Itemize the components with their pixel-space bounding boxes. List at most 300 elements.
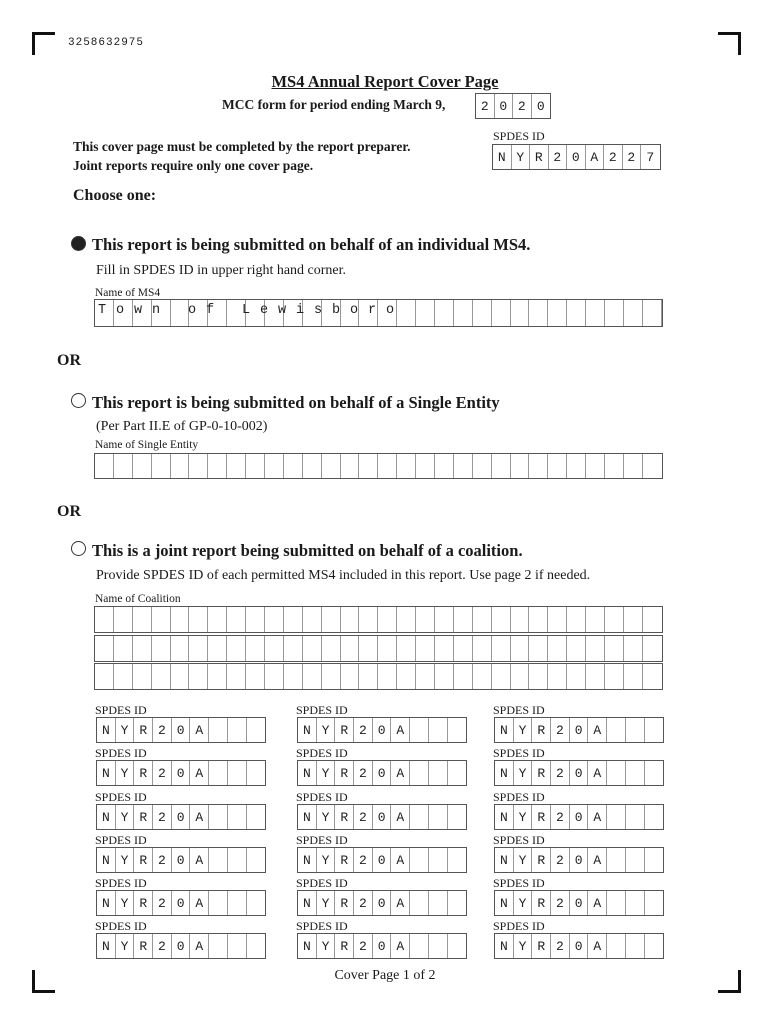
coalition-spdes-cell[interactable]: Y bbox=[317, 848, 336, 872]
coalition-spdes-cell[interactable] bbox=[209, 848, 228, 872]
coalition-spdes-cell[interactable]: R bbox=[532, 891, 551, 915]
coalition-spdes-cell[interactable]: N bbox=[97, 848, 116, 872]
coalition-spdes-cell[interactable]: 0 bbox=[373, 805, 392, 829]
coalition-name-cell[interactable] bbox=[624, 607, 643, 632]
coalition-name-cell[interactable] bbox=[246, 636, 265, 661]
spdes-id-cell[interactable]: 0 bbox=[567, 145, 586, 169]
coalition-spdes-cell[interactable] bbox=[228, 934, 247, 958]
ms4-name-cell[interactable] bbox=[567, 300, 586, 326]
coalition-spdes-cell[interactable] bbox=[228, 891, 247, 915]
coalition-spdes-cell[interactable]: R bbox=[532, 934, 551, 958]
coalition-spdes-cell[interactable]: Y bbox=[514, 891, 533, 915]
ms4-name-cell[interactable] bbox=[624, 300, 643, 326]
coalition-name-cell[interactable] bbox=[416, 664, 435, 689]
coalition-name-cell[interactable] bbox=[492, 636, 511, 661]
coalition-name-cell[interactable] bbox=[378, 607, 397, 632]
coalition-spdes-cell[interactable] bbox=[429, 934, 448, 958]
coalition-spdes-cell[interactable]: R bbox=[134, 761, 153, 785]
coalition-spdes-field[interactable] bbox=[96, 717, 266, 743]
coalition-spdes-cell[interactable] bbox=[429, 805, 448, 829]
coalition-spdes-field[interactable] bbox=[96, 890, 266, 916]
single-entity-name-cell[interactable] bbox=[435, 454, 454, 478]
coalition-spdes-cell[interactable]: N bbox=[298, 718, 317, 742]
coalition-name-cell[interactable] bbox=[643, 664, 662, 689]
coalition-name-cell[interactable] bbox=[133, 664, 152, 689]
coalition-name-cell[interactable] bbox=[624, 664, 643, 689]
coalition-spdes-cell[interactable]: N bbox=[495, 891, 514, 915]
coalition-name-cell[interactable] bbox=[473, 636, 492, 661]
ms4-name-cell[interactable] bbox=[416, 300, 435, 326]
single-entity-name-cell[interactable] bbox=[548, 454, 567, 478]
coalition-name-cell[interactable] bbox=[171, 664, 190, 689]
coalition-spdes-cell[interactable]: R bbox=[134, 934, 153, 958]
coalition-spdes-cell[interactable]: R bbox=[134, 891, 153, 915]
coalition-spdes-cell[interactable]: Y bbox=[116, 934, 135, 958]
single-entity-name-cell[interactable] bbox=[473, 454, 492, 478]
coalition-spdes-cell[interactable]: A bbox=[190, 934, 209, 958]
coalition-name-cell[interactable] bbox=[265, 664, 284, 689]
coalition-name-cell[interactable] bbox=[548, 664, 567, 689]
coalition-name-cell[interactable] bbox=[359, 664, 378, 689]
coalition-spdes-cell[interactable]: Y bbox=[317, 761, 336, 785]
coalition-spdes-cell[interactable]: R bbox=[335, 891, 354, 915]
coalition-name-cell[interactable] bbox=[227, 636, 246, 661]
coalition-spdes-cell[interactable] bbox=[247, 805, 266, 829]
coalition-spdes-cell[interactable]: 0 bbox=[570, 761, 589, 785]
single-entity-name-cell[interactable] bbox=[152, 454, 171, 478]
coalition-spdes-cell[interactable] bbox=[607, 718, 626, 742]
single-entity-name-cell[interactable] bbox=[359, 454, 378, 478]
coalition-spdes-cell[interactable]: 2 bbox=[551, 761, 570, 785]
coalition-spdes-cell[interactable]: A bbox=[391, 934, 410, 958]
coalition-spdes-cell[interactable]: Y bbox=[514, 718, 533, 742]
ms4-name-field[interactable] bbox=[94, 299, 663, 327]
year-digit-cell[interactable]: 0 bbox=[495, 94, 514, 118]
coalition-spdes-cell[interactable]: N bbox=[495, 718, 514, 742]
coalition-name-cell[interactable] bbox=[303, 607, 322, 632]
coalition-spdes-cell[interactable]: R bbox=[532, 805, 551, 829]
coalition-spdes-cell[interactable] bbox=[410, 891, 429, 915]
coalition-name-field-row[interactable] bbox=[94, 606, 663, 633]
coalition-spdes-field[interactable] bbox=[494, 933, 664, 959]
coalition-name-field-row[interactable] bbox=[94, 663, 663, 690]
coalition-spdes-cell[interactable] bbox=[429, 761, 448, 785]
coalition-spdes-cell[interactable]: 0 bbox=[570, 848, 589, 872]
coalition-spdes-cell[interactable]: N bbox=[97, 934, 116, 958]
coalition-name-cell[interactable] bbox=[529, 607, 548, 632]
coalition-name-cell[interactable] bbox=[492, 607, 511, 632]
coalition-spdes-cell[interactable]: 2 bbox=[551, 934, 570, 958]
coalition-name-cell[interactable] bbox=[114, 607, 133, 632]
coalition-spdes-cell[interactable]: 2 bbox=[551, 848, 570, 872]
coalition-name-cell[interactable] bbox=[246, 664, 265, 689]
coalition-spdes-cell[interactable] bbox=[247, 934, 266, 958]
coalition-spdes-cell[interactable]: N bbox=[97, 761, 116, 785]
coalition-spdes-cell[interactable]: A bbox=[190, 805, 209, 829]
coalition-spdes-cell[interactable]: N bbox=[298, 848, 317, 872]
coalition-name-cell[interactable] bbox=[454, 664, 473, 689]
coalition-spdes-cell[interactable]: 0 bbox=[172, 805, 191, 829]
coalition-spdes-cell[interactable] bbox=[247, 891, 266, 915]
ms4-name-cell[interactable] bbox=[492, 300, 511, 326]
coalition-spdes-cell[interactable] bbox=[410, 718, 429, 742]
coalition-spdes-cell[interactable]: N bbox=[495, 761, 514, 785]
coalition-spdes-cell[interactable]: R bbox=[335, 848, 354, 872]
coalition-spdes-cell[interactable]: 2 bbox=[354, 761, 373, 785]
coalition-spdes-cell[interactable]: R bbox=[335, 718, 354, 742]
coalition-spdes-cell[interactable] bbox=[448, 761, 467, 785]
coalition-spdes-cell[interactable] bbox=[626, 891, 645, 915]
coalition-spdes-cell[interactable]: A bbox=[588, 934, 607, 958]
coalition-spdes-cell[interactable] bbox=[209, 805, 228, 829]
coalition-spdes-cell[interactable]: A bbox=[391, 848, 410, 872]
coalition-spdes-cell[interactable]: A bbox=[588, 848, 607, 872]
option-coalition-radio[interactable] bbox=[71, 541, 86, 556]
coalition-spdes-cell[interactable]: 0 bbox=[172, 934, 191, 958]
coalition-spdes-cell[interactable]: A bbox=[588, 805, 607, 829]
coalition-name-field-row[interactable] bbox=[94, 635, 663, 662]
spdes-id-cell[interactable]: 2 bbox=[604, 145, 623, 169]
coalition-spdes-cell[interactable]: Y bbox=[514, 761, 533, 785]
single-entity-name-cell[interactable] bbox=[397, 454, 416, 478]
single-entity-name-cell[interactable] bbox=[208, 454, 227, 478]
coalition-spdes-cell[interactable]: A bbox=[391, 718, 410, 742]
coalition-spdes-cell[interactable]: 2 bbox=[153, 891, 172, 915]
spdes-id-cell[interactable]: Y bbox=[512, 145, 531, 169]
coalition-name-cell[interactable] bbox=[605, 607, 624, 632]
coalition-spdes-cell[interactable] bbox=[645, 805, 664, 829]
coalition-name-cell[interactable] bbox=[397, 664, 416, 689]
coalition-spdes-cell[interactable] bbox=[607, 805, 626, 829]
coalition-name-cell[interactable] bbox=[227, 664, 246, 689]
coalition-spdes-cell[interactable]: N bbox=[495, 848, 514, 872]
coalition-name-cell[interactable] bbox=[322, 664, 341, 689]
coalition-spdes-cell[interactable]: 0 bbox=[570, 805, 589, 829]
coalition-name-cell[interactable] bbox=[416, 607, 435, 632]
coalition-name-cell[interactable] bbox=[284, 607, 303, 632]
single-entity-name-cell[interactable] bbox=[95, 454, 114, 478]
spdes-id-cell[interactable]: 2 bbox=[623, 145, 642, 169]
spdes-id-cell[interactable]: N bbox=[493, 145, 512, 169]
coalition-spdes-cell[interactable]: N bbox=[97, 891, 116, 915]
ms4-name-cell[interactable] bbox=[548, 300, 567, 326]
coalition-name-cell[interactable] bbox=[95, 636, 114, 661]
coalition-spdes-cell[interactable]: 0 bbox=[172, 761, 191, 785]
single-entity-name-cell[interactable] bbox=[171, 454, 190, 478]
coalition-spdes-cell[interactable] bbox=[626, 848, 645, 872]
coalition-name-cell[interactable] bbox=[511, 636, 530, 661]
coalition-spdes-cell[interactable] bbox=[209, 761, 228, 785]
coalition-name-cell[interactable] bbox=[303, 636, 322, 661]
single-entity-name-cell[interactable] bbox=[378, 454, 397, 478]
coalition-spdes-cell[interactable] bbox=[626, 934, 645, 958]
coalition-spdes-field[interactable] bbox=[297, 760, 467, 786]
coalition-name-cell[interactable] bbox=[473, 607, 492, 632]
coalition-spdes-cell[interactable]: N bbox=[298, 805, 317, 829]
coalition-spdes-cell[interactable]: A bbox=[190, 718, 209, 742]
coalition-name-cell[interactable] bbox=[208, 664, 227, 689]
coalition-spdes-cell[interactable] bbox=[448, 848, 467, 872]
coalition-spdes-field[interactable] bbox=[494, 890, 664, 916]
coalition-name-cell[interactable] bbox=[454, 636, 473, 661]
coalition-spdes-cell[interactable] bbox=[410, 805, 429, 829]
coalition-name-cell[interactable] bbox=[529, 636, 548, 661]
coalition-spdes-cell[interactable]: N bbox=[298, 891, 317, 915]
single-entity-name-cell[interactable] bbox=[133, 454, 152, 478]
coalition-name-cell[interactable] bbox=[341, 607, 360, 632]
coalition-spdes-cell[interactable] bbox=[228, 848, 247, 872]
coalition-spdes-field[interactable] bbox=[297, 804, 467, 830]
coalition-spdes-cell[interactable] bbox=[247, 761, 266, 785]
ms4-name-cell[interactable] bbox=[605, 300, 624, 326]
coalition-spdes-cell[interactable]: A bbox=[391, 805, 410, 829]
coalition-spdes-cell[interactable] bbox=[429, 718, 448, 742]
ms4-name-cell[interactable] bbox=[435, 300, 454, 326]
coalition-spdes-cell[interactable]: Y bbox=[514, 934, 533, 958]
coalition-spdes-cell[interactable]: Y bbox=[116, 805, 135, 829]
coalition-name-cell[interactable] bbox=[605, 636, 624, 661]
single-entity-name-cell[interactable] bbox=[416, 454, 435, 478]
coalition-name-cell[interactable] bbox=[189, 664, 208, 689]
coalition-name-cell[interactable] bbox=[359, 607, 378, 632]
coalition-spdes-cell[interactable]: R bbox=[532, 718, 551, 742]
coalition-spdes-cell[interactable] bbox=[209, 718, 228, 742]
coalition-name-cell[interactable] bbox=[548, 607, 567, 632]
coalition-spdes-cell[interactable] bbox=[410, 761, 429, 785]
spdes-id-field[interactable] bbox=[492, 144, 661, 170]
coalition-spdes-cell[interactable]: 0 bbox=[172, 891, 191, 915]
coalition-name-cell[interactable] bbox=[322, 607, 341, 632]
coalition-name-cell[interactable] bbox=[171, 636, 190, 661]
coalition-spdes-cell[interactable] bbox=[209, 934, 228, 958]
coalition-name-cell[interactable] bbox=[511, 607, 530, 632]
coalition-spdes-cell[interactable] bbox=[626, 805, 645, 829]
coalition-name-cell[interactable] bbox=[227, 607, 246, 632]
year-digit-cell[interactable]: 0 bbox=[536, 98, 545, 114]
coalition-spdes-field[interactable] bbox=[96, 847, 266, 873]
coalition-name-cell[interactable] bbox=[284, 664, 303, 689]
coalition-name-cell[interactable] bbox=[492, 664, 511, 689]
coalition-name-cell[interactable] bbox=[435, 607, 454, 632]
coalition-spdes-field[interactable] bbox=[494, 847, 664, 873]
coalition-spdes-cell[interactable] bbox=[645, 848, 664, 872]
spdes-id-cell[interactable]: 7 bbox=[646, 149, 655, 165]
single-entity-name-cell[interactable] bbox=[643, 454, 662, 478]
coalition-spdes-cell[interactable] bbox=[645, 934, 664, 958]
coalition-spdes-cell[interactable]: 2 bbox=[153, 718, 172, 742]
coalition-name-cell[interactable] bbox=[586, 607, 605, 632]
single-entity-name-cell[interactable] bbox=[605, 454, 624, 478]
coalition-name-cell[interactable] bbox=[95, 607, 114, 632]
coalition-name-cell[interactable] bbox=[567, 636, 586, 661]
coalition-spdes-field[interactable] bbox=[96, 760, 266, 786]
ms4-name-cell[interactable] bbox=[511, 300, 530, 326]
coalition-name-cell[interactable] bbox=[605, 664, 624, 689]
single-entity-name-cell[interactable] bbox=[246, 454, 265, 478]
coalition-name-cell[interactable] bbox=[435, 636, 454, 661]
coalition-spdes-cell[interactable]: R bbox=[335, 805, 354, 829]
spdes-id-cell[interactable]: 2 bbox=[549, 145, 568, 169]
coalition-spdes-cell[interactable] bbox=[448, 891, 467, 915]
coalition-name-cell[interactable] bbox=[511, 664, 530, 689]
spdes-id-cell[interactable]: A bbox=[586, 145, 605, 169]
coalition-spdes-cell[interactable]: Y bbox=[514, 848, 533, 872]
coalition-spdes-cell[interactable] bbox=[607, 891, 626, 915]
coalition-spdes-cell[interactable]: 0 bbox=[570, 891, 589, 915]
coalition-name-cell[interactable] bbox=[152, 607, 171, 632]
single-entity-name-cell[interactable] bbox=[492, 454, 511, 478]
coalition-spdes-cell[interactable]: Y bbox=[116, 718, 135, 742]
coalition-spdes-cell[interactable]: 0 bbox=[373, 934, 392, 958]
option-individual-radio[interactable] bbox=[71, 236, 86, 251]
coalition-spdes-cell[interactable]: R bbox=[335, 761, 354, 785]
coalition-spdes-cell[interactable]: 0 bbox=[172, 718, 191, 742]
coalition-name-cell[interactable] bbox=[341, 636, 360, 661]
spdes-id-cell[interactable]: R bbox=[530, 145, 549, 169]
coalition-spdes-cell[interactable]: 0 bbox=[373, 718, 392, 742]
coalition-spdes-cell[interactable]: A bbox=[588, 761, 607, 785]
coalition-name-cell[interactable] bbox=[171, 607, 190, 632]
coalition-spdes-cell[interactable] bbox=[247, 718, 266, 742]
ms4-name-cell[interactable] bbox=[397, 300, 416, 326]
coalition-name-cell[interactable] bbox=[265, 636, 284, 661]
coalition-spdes-cell[interactable]: N bbox=[97, 805, 116, 829]
coalition-name-cell[interactable] bbox=[359, 636, 378, 661]
coalition-spdes-cell[interactable]: A bbox=[391, 891, 410, 915]
coalition-spdes-cell[interactable]: A bbox=[190, 848, 209, 872]
coalition-name-cell[interactable] bbox=[265, 607, 284, 632]
single-entity-name-cell[interactable] bbox=[227, 454, 246, 478]
coalition-spdes-cell[interactable] bbox=[429, 848, 448, 872]
coalition-spdes-cell[interactable] bbox=[645, 891, 664, 915]
coalition-name-cell[interactable] bbox=[454, 607, 473, 632]
single-entity-name-cell[interactable] bbox=[511, 454, 530, 478]
single-entity-name-cell[interactable] bbox=[114, 454, 133, 478]
single-entity-name-cell[interactable] bbox=[189, 454, 208, 478]
coalition-name-cell[interactable] bbox=[586, 664, 605, 689]
coalition-spdes-cell[interactable] bbox=[607, 848, 626, 872]
coalition-name-cell[interactable] bbox=[208, 607, 227, 632]
coalition-spdes-field[interactable] bbox=[297, 933, 467, 959]
single-entity-name-cell[interactable] bbox=[454, 454, 473, 478]
coalition-spdes-cell[interactable]: 2 bbox=[354, 891, 373, 915]
coalition-spdes-cell[interactable] bbox=[247, 848, 266, 872]
single-entity-name-cell[interactable] bbox=[322, 454, 341, 478]
coalition-name-cell[interactable] bbox=[322, 636, 341, 661]
coalition-spdes-cell[interactable] bbox=[626, 761, 645, 785]
coalition-name-cell[interactable] bbox=[586, 636, 605, 661]
single-entity-name-cell[interactable] bbox=[586, 454, 605, 478]
ms4-name-cell[interactable] bbox=[529, 300, 548, 326]
coalition-spdes-field[interactable] bbox=[297, 717, 467, 743]
ms4-name-cell[interactable] bbox=[586, 300, 605, 326]
coalition-name-cell[interactable] bbox=[567, 607, 586, 632]
coalition-spdes-cell[interactable]: Y bbox=[116, 891, 135, 915]
coalition-spdes-cell[interactable]: 0 bbox=[172, 848, 191, 872]
coalition-spdes-cell[interactable]: Y bbox=[317, 805, 336, 829]
coalition-spdes-cell[interactable]: 2 bbox=[551, 891, 570, 915]
coalition-spdes-cell[interactable] bbox=[448, 718, 467, 742]
coalition-spdes-field[interactable] bbox=[494, 804, 664, 830]
coalition-spdes-cell[interactable]: 2 bbox=[153, 761, 172, 785]
single-entity-name-cell[interactable] bbox=[529, 454, 548, 478]
coalition-spdes-cell[interactable] bbox=[607, 761, 626, 785]
coalition-spdes-cell[interactable]: R bbox=[134, 848, 153, 872]
coalition-spdes-cell[interactable]: R bbox=[532, 761, 551, 785]
ms4-name-cell[interactable] bbox=[643, 300, 662, 326]
coalition-spdes-cell[interactable]: 2 bbox=[153, 848, 172, 872]
coalition-name-cell[interactable] bbox=[95, 664, 114, 689]
coalition-spdes-cell[interactable]: A bbox=[190, 891, 209, 915]
coalition-spdes-cell[interactable]: Y bbox=[317, 891, 336, 915]
coalition-name-cell[interactable] bbox=[548, 636, 567, 661]
coalition-spdes-cell[interactable] bbox=[209, 891, 228, 915]
coalition-name-cell[interactable] bbox=[114, 664, 133, 689]
coalition-spdes-cell[interactable]: A bbox=[588, 891, 607, 915]
coalition-spdes-cell[interactable] bbox=[448, 805, 467, 829]
coalition-spdes-cell[interactable]: Y bbox=[514, 805, 533, 829]
coalition-spdes-cell[interactable] bbox=[228, 718, 247, 742]
coalition-spdes-cell[interactable] bbox=[645, 718, 664, 742]
coalition-spdes-cell[interactable]: A bbox=[391, 761, 410, 785]
coalition-spdes-cell[interactable]: 0 bbox=[373, 891, 392, 915]
single-entity-name-cell[interactable] bbox=[303, 454, 322, 478]
coalition-spdes-cell[interactable]: R bbox=[335, 934, 354, 958]
coalition-spdes-cell[interactable] bbox=[228, 805, 247, 829]
single-entity-name-cell[interactable] bbox=[567, 454, 586, 478]
coalition-spdes-cell[interactable]: N bbox=[97, 718, 116, 742]
coalition-spdes-cell[interactable]: R bbox=[134, 718, 153, 742]
coalition-name-cell[interactable] bbox=[643, 636, 662, 661]
coalition-spdes-cell[interactable]: N bbox=[495, 805, 514, 829]
coalition-name-cell[interactable] bbox=[341, 664, 360, 689]
coalition-spdes-cell[interactable]: 0 bbox=[373, 761, 392, 785]
coalition-name-cell[interactable] bbox=[624, 636, 643, 661]
coalition-spdes-cell[interactable]: N bbox=[495, 934, 514, 958]
coalition-spdes-cell[interactable]: Y bbox=[317, 718, 336, 742]
coalition-spdes-field[interactable] bbox=[494, 760, 664, 786]
ms4-name-cell[interactable] bbox=[454, 300, 473, 326]
coalition-spdes-cell[interactable] bbox=[228, 761, 247, 785]
single-entity-name-cell[interactable] bbox=[265, 454, 284, 478]
coalition-name-cell[interactable] bbox=[114, 636, 133, 661]
coalition-spdes-cell[interactable] bbox=[410, 848, 429, 872]
coalition-name-cell[interactable] bbox=[133, 607, 152, 632]
coalition-spdes-field[interactable] bbox=[494, 717, 664, 743]
coalition-name-cell[interactable] bbox=[246, 607, 265, 632]
single-entity-name-cell[interactable] bbox=[341, 454, 360, 478]
coalition-spdes-cell[interactable]: N bbox=[298, 761, 317, 785]
coalition-spdes-cell[interactable]: 2 bbox=[354, 718, 373, 742]
coalition-spdes-cell[interactable]: Y bbox=[116, 761, 135, 785]
coalition-spdes-cell[interactable] bbox=[607, 934, 626, 958]
coalition-spdes-cell[interactable]: R bbox=[134, 805, 153, 829]
year-field[interactable] bbox=[475, 93, 551, 119]
coalition-name-cell[interactable] bbox=[529, 664, 548, 689]
coalition-spdes-cell[interactable]: R bbox=[532, 848, 551, 872]
coalition-spdes-cell[interactable]: Y bbox=[116, 848, 135, 872]
coalition-spdes-cell[interactable]: 2 bbox=[551, 718, 570, 742]
single-entity-name-cell[interactable] bbox=[284, 454, 303, 478]
coalition-spdes-cell[interactable] bbox=[645, 761, 664, 785]
coalition-name-cell[interactable] bbox=[397, 607, 416, 632]
coalition-name-cell[interactable] bbox=[133, 636, 152, 661]
year-digit-cell[interactable]: 2 bbox=[476, 94, 495, 118]
coalition-name-cell[interactable] bbox=[397, 636, 416, 661]
coalition-spdes-cell[interactable]: A bbox=[190, 761, 209, 785]
coalition-spdes-cell[interactable]: A bbox=[588, 718, 607, 742]
coalition-spdes-field[interactable] bbox=[297, 847, 467, 873]
